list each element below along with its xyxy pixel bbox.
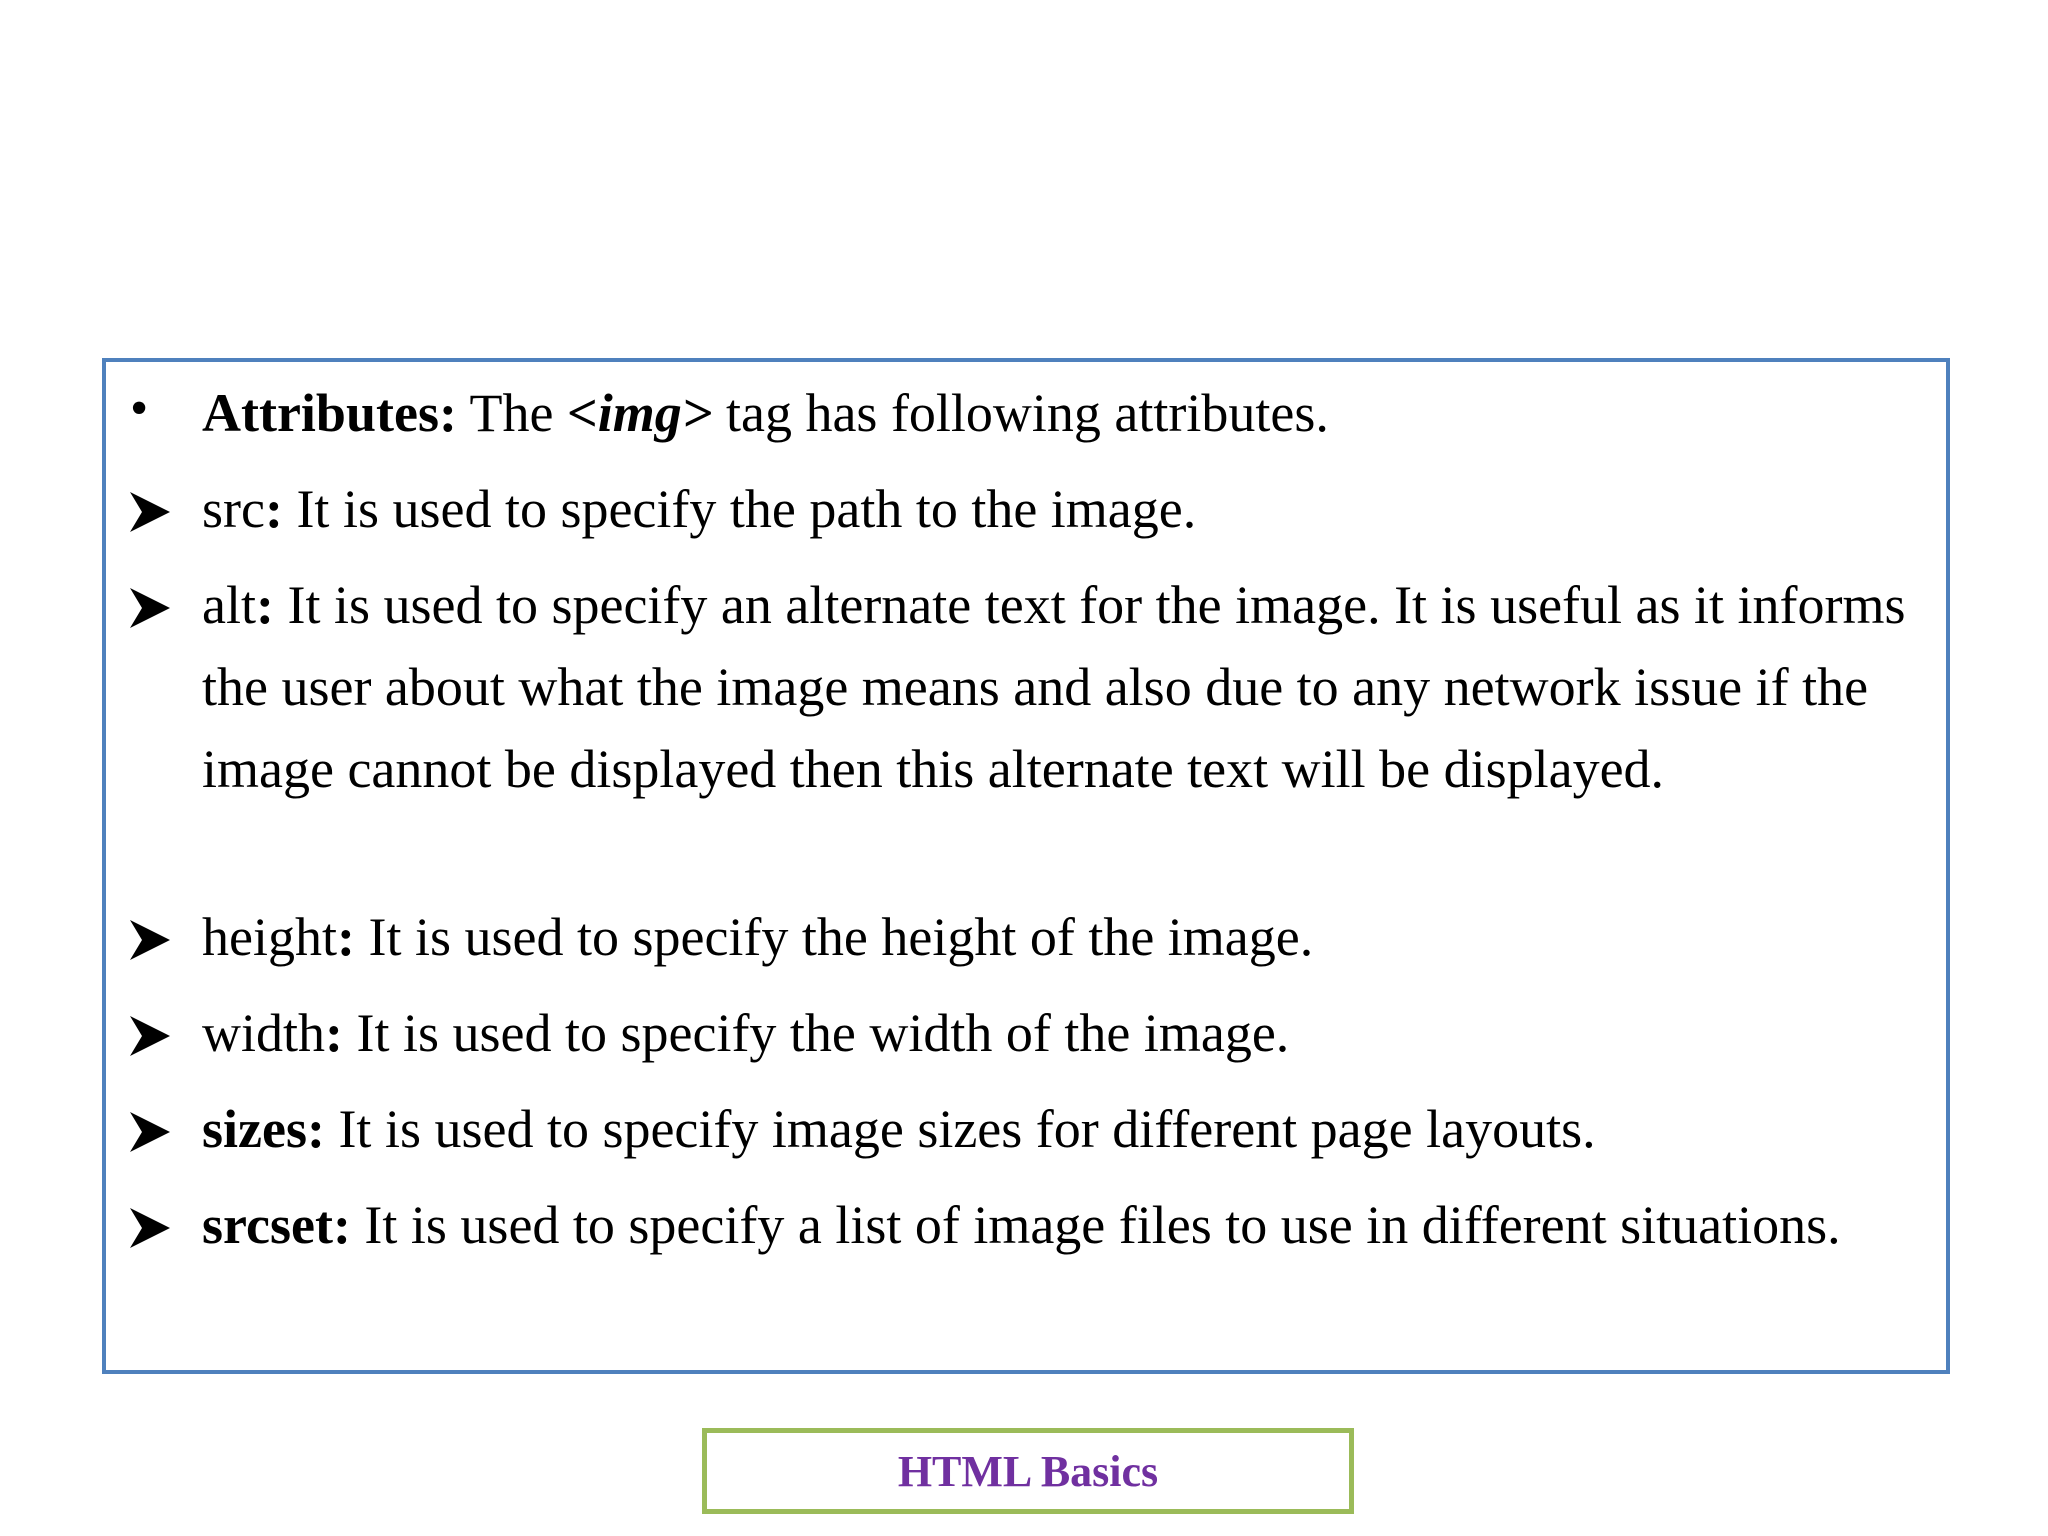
list-item-text xyxy=(202,896,1932,978)
intro-text-after: tag has following attributes. xyxy=(712,383,1329,443)
height-term: height xyxy=(202,907,337,967)
footer-label: HTML Basics xyxy=(897,1446,1159,1496)
bullet-dot-icon: • xyxy=(130,380,149,437)
list-item-text xyxy=(202,468,1932,550)
img-tag-name: <img> xyxy=(566,383,713,443)
list-item-text xyxy=(202,1088,1932,1170)
src-colon: : xyxy=(264,479,283,539)
sizes-description: It is used to specify image sizes for different page layouts. xyxy=(324,1099,1596,1159)
alt-colon: : xyxy=(255,575,274,635)
src-description: It is used to specify the path to the image. xyxy=(282,479,1197,539)
height-colon: : xyxy=(336,907,355,967)
footer-box xyxy=(702,1428,1354,1514)
intro-text-before: The xyxy=(456,383,567,443)
srcset-description: It is used to specify a list of image files to use in different situations. xyxy=(350,1195,1841,1255)
width-colon: : xyxy=(325,1003,343,1063)
alt-description: It is used to specify an alternate text for the image. It is useful as it informs the user about what the image means and also due to any network issue if the image cannot be displayed then this alternate text will be displayed. xyxy=(202,575,1906,799)
list-item-text xyxy=(202,992,1932,1074)
sizes-term: sizes: xyxy=(202,1099,325,1159)
alt-term: alt xyxy=(202,575,256,635)
list-item-text xyxy=(202,564,1932,810)
height-description: It is used to specify the height of the image. xyxy=(354,907,1314,967)
attributes-term: Attributes: xyxy=(202,383,457,443)
width-description: It is used to specify the width of the image. xyxy=(343,1003,1290,1063)
srcset-term: srcset: xyxy=(202,1195,351,1255)
content-box xyxy=(102,358,1950,1374)
src-term: src xyxy=(202,479,265,539)
list-item-text xyxy=(202,1184,1932,1266)
list-item-text xyxy=(202,372,1932,454)
width-term: width xyxy=(202,1003,326,1063)
